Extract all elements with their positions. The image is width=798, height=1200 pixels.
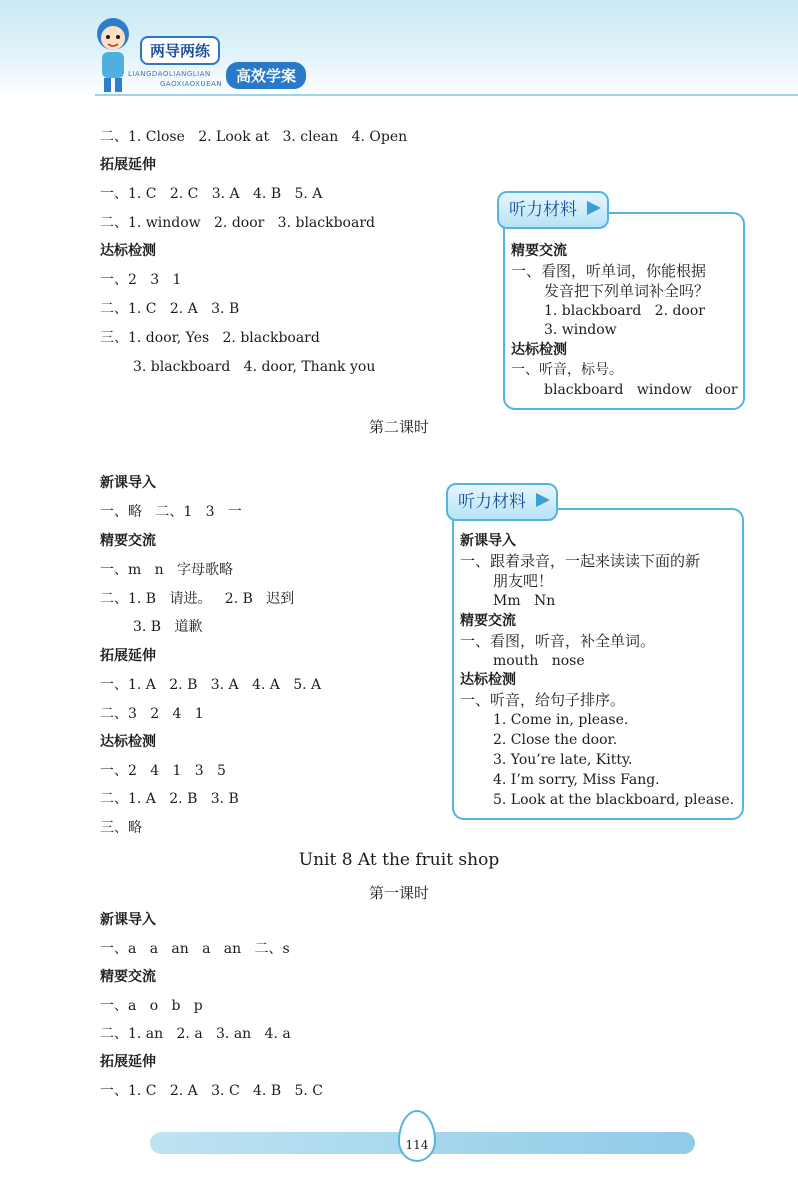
answer-line: 3. B 道歉: [133, 619, 203, 635]
panel-heading: 达标检测: [460, 672, 516, 688]
panel-tag-2: [446, 483, 558, 521]
panel-line: 5. Look at the blackboard, please.: [493, 792, 735, 808]
panel-line: 2. Close the door.: [493, 732, 618, 748]
answer-line: 一、1. C 2. C 3. A 4. B 5. A: [100, 186, 323, 202]
answer-line: 一、2 3 1: [100, 272, 182, 288]
series-pinyin-2: GAOXIAOXUEAN: [160, 80, 223, 88]
panel-line: blackboard window door: [544, 382, 738, 398]
panel-heading: 精要交流: [460, 613, 516, 629]
panel-heading: 精要交流: [511, 243, 567, 259]
series-pinyin-1: LIANGDAOLIANGLIAN: [128, 70, 211, 78]
panel-line: 发音把下列单词补全吗？: [544, 282, 710, 300]
answer-line: 二、1. an 2. a 3. an 4. a: [100, 1026, 291, 1042]
page-drop-icon: [398, 1110, 436, 1162]
panel-line: 一、看图，听单词，你能根据: [511, 262, 707, 280]
panel-line: 一、听音，标号。: [511, 362, 623, 378]
unit-title: Unit 8 At the fruit shop: [298, 850, 500, 870]
section-heading: 精要交流: [100, 969, 156, 985]
panel-tag-1: [497, 191, 609, 229]
panel-line: 1. Come in, please.: [493, 712, 629, 728]
answer-line: 3. blackboard 4. door, Thank you: [133, 359, 376, 375]
section-heading: 拓展延伸: [100, 157, 156, 173]
answer-line: 二、1. C 2. A 3. B: [100, 301, 240, 317]
panel-line: 一、听音，给句子排序。: [460, 691, 626, 709]
lesson-title: 第二课时: [368, 418, 429, 436]
answer-line: 二、1. A 2. B 3. B: [100, 791, 239, 807]
panel-line: 4. I’m sorry, Miss Fang.: [493, 772, 660, 788]
answer-line: 二、1. window 2. door 3. blackboard: [100, 215, 375, 231]
panel-heading: 达标检测: [511, 342, 567, 358]
answer-line: 二、1. Close 2. Look at 3. clean 4. Open: [100, 129, 408, 145]
answer-line: 二、1. B 请进。 2. B 迟到: [100, 591, 295, 607]
arrow-right-icon: [587, 201, 601, 215]
section-heading: 达标检测: [100, 734, 156, 750]
section-heading: 拓展延伸: [100, 1054, 156, 1070]
panel-line: 一、看图，听音，补全单词。: [460, 632, 656, 650]
answer-line: 一、1. A 2. B 3. A 4. A 5. A: [100, 677, 322, 693]
panel-line: Mm Nn: [493, 593, 556, 609]
answer-line: 三、略: [100, 820, 142, 836]
arrow-right-icon: [536, 493, 550, 507]
answer-line: 一、m n 字母歌略: [100, 562, 233, 578]
answer-line: 一、a a an a an 二、s: [100, 941, 290, 957]
panel-line: 一、跟着录音，一起来读读下面的新: [460, 552, 701, 570]
panel-line: 3. window: [544, 322, 617, 338]
answer-line: 一、a o b p: [100, 998, 203, 1014]
panel-heading: 新课导入: [460, 533, 516, 549]
page-number: 114: [405, 1138, 429, 1152]
panel-line: 朋友吧！: [493, 572, 554, 590]
series-title: 两导两练: [140, 36, 220, 65]
panel-line: mouth nose: [493, 653, 585, 669]
panel-tag-label: 听力材料: [509, 200, 577, 220]
header-divider: [95, 94, 798, 96]
mascot-icon: [88, 14, 138, 96]
section-heading: 新课导入: [100, 475, 156, 491]
series-name: 高效学案: [226, 62, 306, 89]
answer-line: 三、1. door, Yes 2. blackboard: [100, 330, 320, 346]
lesson-title: 第一课时: [368, 884, 429, 902]
answer-line: 一、略 二、1 3 一: [100, 504, 242, 520]
answer-line: 一、2 4 1 3 5: [100, 763, 226, 779]
section-heading: 精要交流: [100, 533, 156, 549]
section-heading: 达标检测: [100, 243, 156, 259]
section-heading: 新课导入: [100, 912, 156, 928]
answer-line: 二、3 2 4 1: [100, 706, 204, 722]
panel-line: 1. blackboard 2. door: [544, 303, 705, 319]
panel-line: 3. You’re late, Kitty.: [493, 752, 633, 768]
panel-tag-label: 听力材料: [458, 492, 526, 512]
answer-line: 一、1. C 2. A 3. C 4. B 5. C: [100, 1083, 323, 1099]
section-heading: 拓展延伸: [100, 648, 156, 664]
